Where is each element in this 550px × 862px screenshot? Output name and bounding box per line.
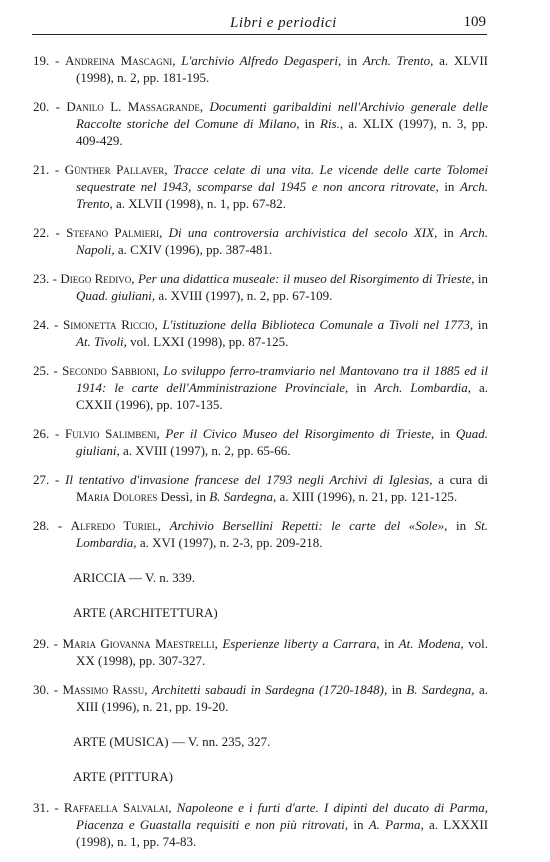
bibliography-entry: 23. - Diego Redivo, Per una didattica museale: il museo del Risorgimento di Trieste, in Quad. giuliani, a. XVIII (1997), n. 2, pp. 67-109. <box>33 271 488 303</box>
entry-author: Diego Redivo, <box>60 271 135 286</box>
entry-connector: in <box>443 225 454 240</box>
entry-author: Secondo Sabbioni, <box>62 363 160 378</box>
header-rule <box>32 34 487 35</box>
entry-author: Stefano Palmieri, <box>66 225 163 240</box>
entry-connector: in <box>440 426 451 441</box>
entry-number: 21. <box>33 162 50 177</box>
entry-connector: in <box>444 179 455 194</box>
entry-number: 24. <box>33 317 50 332</box>
entry-author: Günther Pallaver, <box>64 162 168 177</box>
entry-number: 28. <box>33 518 50 533</box>
entry-journal: B. Sardegna, <box>406 682 475 697</box>
entry-author: Fulvio Salimbeni, <box>65 426 160 441</box>
entry-title: Documenti garibaldini nell'Archivio generale delle Raccolte storiche del Comune di Milano, <box>76 99 488 131</box>
page-number: 109 <box>463 14 486 30</box>
entry-author: Alfredo Turiel, <box>70 518 162 533</box>
entry-details: a. LXXXII (1998), n. 1, pp. 74-83. <box>76 817 489 849</box>
bibliography-entry: 21. - Günther Pallaver, Tracce celate di una vita. Le vicende delle carte Tolomei sequestrate nel 1943, scomparse dal 1945 e non ancora ritrovate, in Arch. Trento, a. XLVII (1998), n. 1, pp. 67-82. <box>33 162 489 211</box>
entry-details: a. XLIX (1997), n. 3, pp. 409-429. <box>76 116 489 148</box>
section-heading: ARICCIA — V. n. 339. <box>73 570 195 585</box>
entry-editor-rest: Dessì, in <box>160 489 206 504</box>
entry-number: 30. <box>33 682 50 697</box>
entry-title: L'archivio Alfredo Degasperi, <box>181 53 342 68</box>
entry-number: 26. <box>33 426 50 441</box>
entry-connector: in <box>353 817 364 832</box>
entry-title: L'istituzione della Biblioteca Comunale a Tivoli nel 1773, <box>162 317 474 332</box>
entry-author: Massimo Rassu, <box>62 682 148 697</box>
bibliography-entry: 28. - Alfredo Turiel, Archivio Bersellini Repetti: le carte del «Sole», in St. Lombardia, a. XVI (1997), n. 2-3, pp. 209-218. <box>33 518 489 550</box>
bibliography-entry: 24. - Simonetta Riccio, L'istituzione della Biblioteca Comunale a Tivoli nel 1773, in At. Tivoli, vol. LXXI (1998), pp. 87-125. <box>33 317 488 349</box>
entry-connector: in <box>391 682 402 697</box>
entry-title: Il tentativo d'invasione francese del 1793 negli Archivi di Iglesias, <box>65 472 433 487</box>
entry-number: 31. <box>33 800 50 815</box>
entry-details: a. CXIV (1996), pp. 387-481. <box>117 242 273 257</box>
entry-title: Per una didattica museale: il museo del Risorgimento di Trieste, <box>137 271 475 286</box>
running-head: Libri e periodici <box>230 15 337 31</box>
entry-number: 29. <box>33 636 50 651</box>
entry-journal: At. Modena, <box>398 636 464 651</box>
entry-title: Lo sviluppo ferro-tramviario nel Mantovano tra il 1885 ed il 1914: le carte dell'Amministrazione Provinciale, <box>76 363 488 395</box>
bibliography-entry: 29. - Maria Giovanna Maestrelli, Esperienze liberty a Carrara, in At. Modena, vol. XX (1998), pp. 307-327. <box>33 636 489 668</box>
entry-author: Andreina Mascagni, <box>65 53 176 68</box>
section-heading: ARTE (ARCHITETTURA) <box>73 605 218 620</box>
entry-title: Per il Civico Museo del Risorgimento di Trieste, <box>165 426 435 441</box>
entry-number: 19. <box>33 53 50 68</box>
entry-details: a. XVIII (1997), n. 2, pp. 65-66. <box>122 443 291 458</box>
entry-author: Simonetta Riccio, <box>63 317 158 332</box>
entry-journal: A. Parma, <box>368 817 424 832</box>
entry-details: a. XVIII (1997), n. 2, pp. 67-109. <box>158 288 333 303</box>
bibliography-entry: 19. - Andreina Mascagni, L'archivio Alfredo Degasperi, in Arch. Trento, a. XLVII (1998), n. 2, pp. 181-195. <box>33 53 488 85</box>
entry-connector: in <box>384 636 395 651</box>
entry-journal: Arch. Trento, <box>76 179 489 211</box>
bibliography-entry: 26. - Fulvio Salimbeni, Per il Civico Museo del Risorgimento di Trieste, in Quad. giuliani, a. XVIII (1997), n. 2, pp. 65-66. <box>33 426 489 458</box>
entry-details: a. XVI (1997), n. 2-3, pp. 209-218. <box>139 535 323 550</box>
bibliography-entry: 31. - Raffaella Salvalai, Napoleone e i furti d'arte. I dipinti del ducato di Parma, Piacenza e Guastalla requisiti e non più ritrovati, in A. Parma, a. LXXXII (1998), n. 1, pp. 74-83. <box>33 800 489 849</box>
entry-author: Danilo L. Massagrande, <box>66 99 204 114</box>
entry-journal: Quad. giuliani, <box>76 288 156 303</box>
entry-journal: Arch. Lombardia, <box>374 380 471 395</box>
entry-editor: Maria Dolores <box>76 489 158 504</box>
entry-details: a. XLVII (1998), n. 2, pp. 181-195. <box>76 53 488 85</box>
entry-title: Napoleone e i furti d'arte. I dipinti del ducato di Parma, Piacenza e Guastalla requisiti e non più ritrovati, <box>76 800 488 832</box>
entry-details: a. CXXII (1996), pp. 107-135. <box>76 380 488 412</box>
entry-connector: in <box>477 271 488 286</box>
entry-journal: At. Tivoli, <box>76 334 127 349</box>
entry-title: Architetti sabaudi in Sardegna (1720-1848), <box>151 682 388 697</box>
entry-journal: Arch. Trento, <box>362 53 434 68</box>
entry-connector: in <box>346 53 358 68</box>
entry-number: 23. <box>33 271 50 286</box>
entry-connector: a cura di <box>438 472 488 487</box>
entry-details: vol. LXXI (1998), pp. 87-125. <box>130 334 289 349</box>
entry-details: a. XLVII (1998), n. 1, pp. 67-82. <box>115 196 286 211</box>
entry-connector: in <box>304 116 315 131</box>
bibliography-entry: 20. - Danilo L. Massagrande, Documenti garibaldini nell'Archivio generale delle Raccolte storiche del Comune di Milano, in Ris., a. XLIX (1997), n. 3, pp. 409-429. <box>33 99 489 148</box>
entry-number: 22. <box>33 225 50 240</box>
entry-author: Maria Giovanna Maestrelli, <box>62 636 218 651</box>
entry-details: a. XIII (1996), n. 21, pp. 121-125. <box>279 489 458 504</box>
entry-connector: in <box>455 518 467 533</box>
entry-journal: Quad. giuliani, <box>76 426 489 458</box>
bibliography-entry: 27. - Il tentativo d'invasione francese del 1793 negli Archivi di Iglesias, a cura di Maria Dolores Dessì, in B. Sardegna, a. XIII (1996), n. 21, pp. 121-125. <box>33 472 488 504</box>
page-header <box>0 0 550 40</box>
bibliography-entry: 30. - Massimo Rassu, Architetti sabaudi in Sardegna (1720-1848), in B. Sardegna, a. XIII (1996), n. 21, pp. 19-20. <box>33 682 489 714</box>
bibliography-list <box>0 52 550 862</box>
entry-title: Esperienze liberty a Carrara, <box>222 636 380 651</box>
bibliography-entry: 25. - Secondo Sabbioni, Lo sviluppo ferro-tramviario nel Mantovano tra il 1885 ed il 1914: le carte dell'Amministrazione Provinciale, in Arch. Lombardia, a. CXXII (1996), pp. 107-135. <box>33 363 488 412</box>
entry-details: a. XIII (1996), n. 21, pp. 19-20. <box>76 682 489 714</box>
entry-title: Tracce celate di una vita. Le vicende delle carte Tolomei sequestrate nel 1943, scomparse dal 1945 e non ancora ritrovate, <box>76 162 489 194</box>
entry-number: 27. <box>33 472 50 487</box>
entry-title: Archivio Bersellini Repetti: le carte del «Sole», <box>169 518 448 533</box>
bibliography-entry: 22. - Stefano Palmieri, Di una controversia archivistica del secolo XIX, in Arch. Napoli, a. CXIV (1996), pp. 387-481. <box>33 225 488 257</box>
entry-journal: Arch. Napoli, <box>76 225 488 257</box>
entry-journal: B. Sardegna, <box>209 489 277 504</box>
entry-author: Raffaella Salvalai, <box>63 800 172 815</box>
section-heading: ARTE (PITTURA) <box>73 769 173 784</box>
entry-connector: in <box>356 380 367 395</box>
entry-number: 20. <box>33 99 50 114</box>
entry-journal: St. Lombardia, <box>76 518 489 550</box>
entry-number: 25. <box>33 363 50 378</box>
section-heading: ARTE (MUSICA) — V. nn. 235, 327. <box>73 734 271 749</box>
entry-journal: Ris., <box>320 116 344 131</box>
entry-title: Di una controversia archivistica del secolo XIX, <box>168 225 438 240</box>
entry-connector: in <box>477 317 488 332</box>
entry-details: vol. XX (1998), pp. 307-327. <box>76 636 489 668</box>
